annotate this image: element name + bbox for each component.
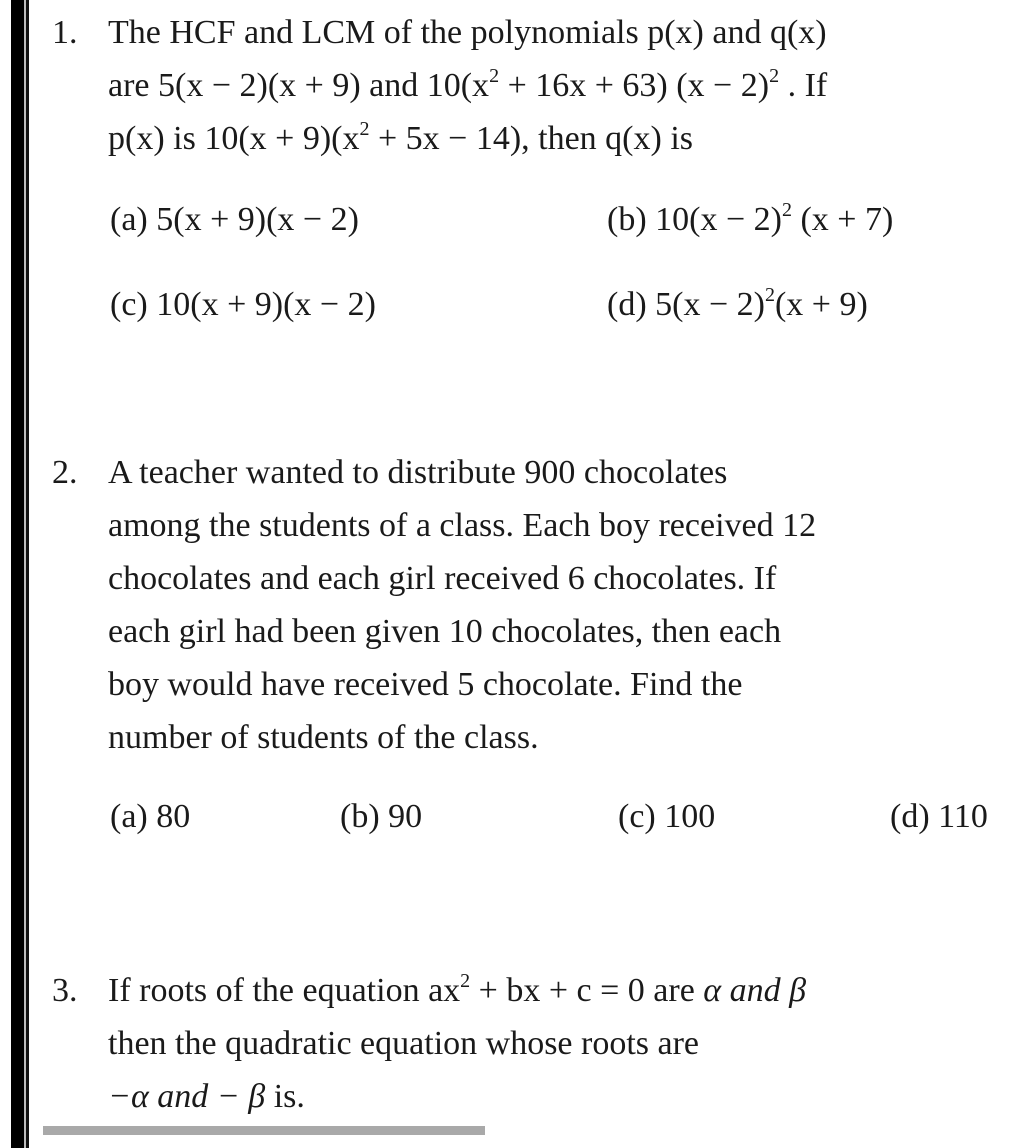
- question-number: 1.: [52, 14, 78, 51]
- question-1-line-3: p(x) is $10(x + 9)(x^2 + 5x - 14)$, then q(x) is: [108, 118, 693, 157]
- question-1-option-a[interactable]: (a) 5(x + 9)(x − 2): [110, 201, 359, 238]
- question-number: 3.: [52, 972, 78, 1009]
- question-2-line-6: number of students of the class.: [108, 719, 539, 756]
- question-2-line-1: A teacher wanted to distribute 900 chocolates: [108, 454, 728, 491]
- question-2-option-d[interactable]: (d) 110: [890, 798, 988, 835]
- question-2-option-a[interactable]: (a) 80: [110, 798, 191, 835]
- question-2-line-4: each girl had been given 10 chocolates, then each: [108, 613, 782, 650]
- divider-rule: [43, 1126, 485, 1135]
- question-1-option-c[interactable]: (c) 10(x + 9)(x − 2): [110, 286, 376, 323]
- question-1: [52, 6, 1024, 165]
- left-border-thin: [26, 0, 29, 1148]
- question-3-line-3: −α and − β is.: [108, 1078, 305, 1115]
- beta-symbol: β: [789, 972, 807, 1009]
- question-3-line-2: then the quadratic equation whose roots are: [108, 1025, 700, 1062]
- question-2-line-3: chocolates and each girl received 6 chocolates. If: [108, 560, 777, 597]
- question-1-line-2: are 5(x − 2)(x + 9) and $10(x^2 + 16x + 63) (x - 2)^2$ . If: [108, 65, 828, 104]
- question-3: [52, 964, 1024, 1123]
- question-2: [52, 446, 1024, 764]
- question-3-line-1: If roots of the equation $ax^2$ + bx + c = 0 are α and β: [108, 970, 807, 1009]
- question-1-option-b[interactable]: (b) $10(x - 2)^2$ (x + 7): [607, 199, 894, 238]
- alpha-symbol: α: [703, 972, 722, 1009]
- question-2-line-5: boy would have received 5 chocolate. Find the: [108, 666, 743, 703]
- question-1-option-d[interactable]: (d) $5(x - 2)^2(x + 9)$: [607, 284, 868, 323]
- question-2-line-2: among the students of a class. Each boy received 12: [108, 507, 817, 544]
- question-1-line-1: The HCF and LCM of the polynomials p(x) and q(x): [108, 14, 827, 51]
- question-number: 2.: [52, 454, 78, 491]
- question-2-option-b[interactable]: (b) 90: [340, 798, 423, 835]
- left-border-thick: [11, 0, 24, 1148]
- question-2-option-c[interactable]: (c) 100: [618, 798, 716, 835]
